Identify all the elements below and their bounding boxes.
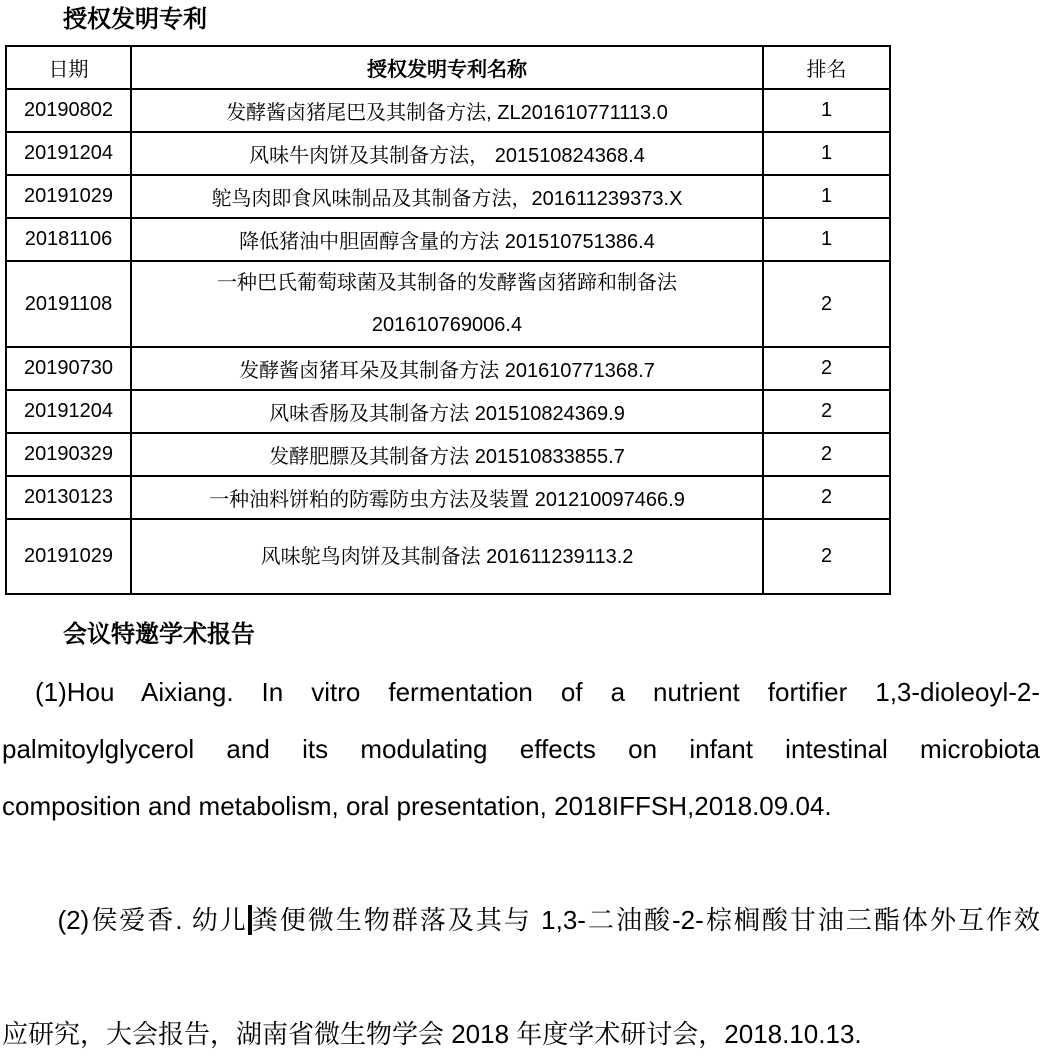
cell-rank[interactable]: 2	[763, 433, 890, 476]
section-title-reports[interactable]: 会议特邀学术报告	[63, 621, 255, 648]
cell-rank[interactable]: 2	[763, 347, 890, 390]
cell-patent-name[interactable]: 发酵酱卤猪耳朵及其制备方法 201610771368.7	[131, 347, 763, 390]
table-row	[6, 390, 890, 433]
report2-line1-before-cursor: (2)侯爱香. 幼儿	[57, 905, 248, 935]
cell-patent-name[interactable]: 鸵鸟肉即食风味制品及其制备方法，201611239373.X	[131, 175, 763, 218]
table-row	[6, 218, 890, 261]
cell-date[interactable]: 20190802	[6, 89, 131, 132]
cell-date[interactable]: 20181106	[6, 218, 131, 261]
cell-date[interactable]: 20191029	[6, 175, 131, 218]
table-row	[6, 519, 890, 594]
cell-date[interactable]: 20191204	[6, 132, 131, 175]
header-patent-name[interactable]: 授权发明专利名称	[131, 46, 763, 89]
cell-date[interactable]: 20191204	[6, 390, 131, 433]
table-row	[6, 175, 890, 218]
cell-rank[interactable]: 2	[763, 390, 890, 433]
cell-date[interactable]: 20191108	[6, 261, 131, 347]
cell-patent-name[interactable]: 风味牛肉饼及其制备方法， 201510824368.4	[131, 132, 763, 175]
patent-table	[5, 45, 891, 595]
cell-rank[interactable]: 1	[763, 89, 890, 132]
document-page	[0, 6, 1042, 1049]
table-row	[6, 433, 890, 476]
cell-rank[interactable]: 1	[763, 175, 890, 218]
cell-date[interactable]: 20190329	[6, 433, 131, 476]
cell-date[interactable]: 20190730	[6, 347, 131, 390]
report2-line1-after-cursor: 粪便微生物群落及其与 1,3-二油酸-2-棕榈酸甘油三酯体外互作效	[249, 905, 1040, 935]
report1-line2[interactable]: palmitoylglycerol and its modulating effects on infant intestinal microbiota	[2, 734, 1040, 764]
header-rank[interactable]: 排名	[763, 46, 890, 89]
header-date[interactable]: 日期	[6, 46, 131, 89]
table-row	[6, 132, 890, 175]
patent-name-line2: 201610769006.4	[371, 314, 523, 336]
table-row	[6, 476, 890, 519]
patent-name-line1: 风味鸵鸟肉饼及其制备法 201611239113.2	[260, 545, 634, 568]
patent-name-line1: 一种巴氏葡萄球菌及其制备的发酵酱卤猪蹄和制备法	[217, 272, 677, 294]
cell-patent-name[interactable]: 风味香肠及其制备方法 201510824369.9	[131, 390, 763, 433]
cell-rank[interactable]: 2	[763, 476, 890, 519]
cell-rank[interactable]: 2	[763, 519, 890, 594]
cell-patent-name[interactable]: 一种油料饼粕的防霉防虫方法及装置 201210097466.9	[131, 476, 763, 519]
reports-text	[2, 664, 1040, 1063]
table-row	[6, 261, 890, 347]
cell-rank[interactable]: 2	[763, 261, 890, 347]
cell-rank[interactable]: 1	[763, 132, 890, 175]
report2-line1[interactable]	[2, 835, 1040, 1006]
cell-patent-name[interactable]: 发酵酱卤猪尾巴及其制备方法, ZL201610771113.0	[131, 89, 763, 132]
report1-line3[interactable]: composition and metabolism, oral presentation, 2018IFFSH,2018.09.04.	[2, 791, 832, 821]
section-title-patents[interactable]: 授权发明专利	[63, 6, 207, 33]
report1-line1[interactable]: (1)Hou Aixiang. In vitro fermentation of a nutrient fortifier 1,3-dioleoyl-2-	[35, 677, 1040, 707]
cell-rank[interactable]: 1	[763, 218, 890, 261]
table-row	[6, 347, 890, 390]
cell-date[interactable]: 20191029	[6, 519, 131, 594]
cell-patent-name[interactable]: 降低猪油中胆固醇含量的方法 201510751386.4	[131, 218, 763, 261]
cell-date[interactable]: 20130123	[6, 476, 131, 519]
cell-patent-name[interactable]	[131, 519, 763, 594]
table-row	[6, 89, 890, 132]
cell-patent-name[interactable]	[131, 261, 763, 347]
report2-line2[interactable]: 应研究，大会报告，湖南省微生物学会 2018 年度学术研讨会，2018.10.13.	[2, 1019, 862, 1049]
cell-patent-name[interactable]: 发酵肥膘及其制备方法 201510833855.7	[131, 433, 763, 476]
table-header-row	[6, 46, 890, 89]
